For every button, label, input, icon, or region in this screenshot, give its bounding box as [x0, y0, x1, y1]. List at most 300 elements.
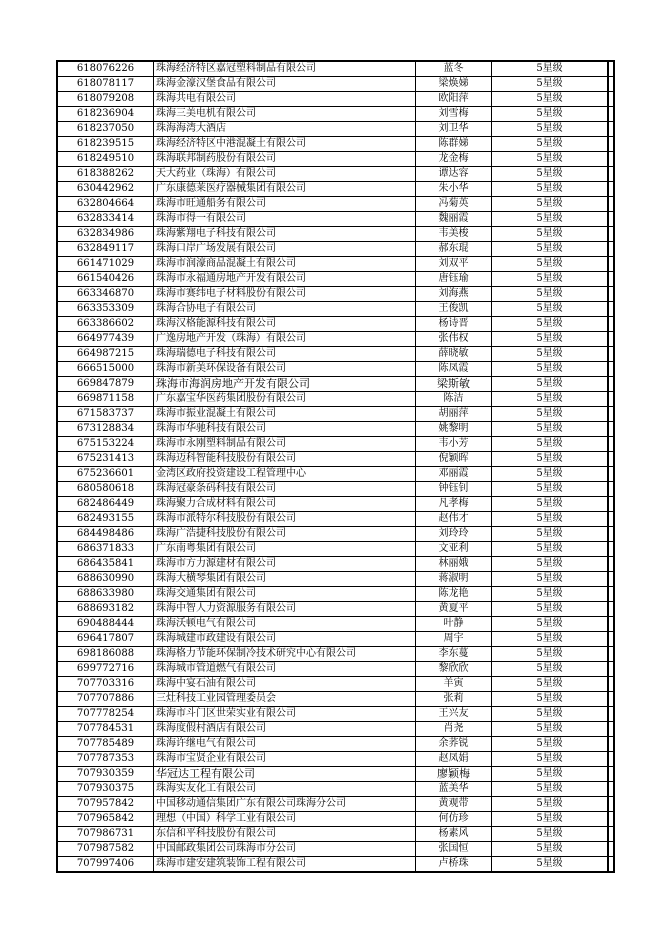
cell-rating[interactable]: 5星级 [492, 692, 609, 707]
cell-company[interactable]: 珠海经济特区嘉冠塑料制品有限公司 [154, 61, 416, 77]
cell-empty[interactable] [608, 182, 614, 197]
cell-empty[interactable] [608, 407, 614, 422]
cell-rating[interactable]: 5星级 [492, 107, 609, 122]
table-row[interactable] [57, 767, 614, 782]
cell-company[interactable]: 珠海海湾大酒店 [154, 122, 416, 137]
cell-company[interactable]: 珠海市旺通船务有限公司 [154, 197, 416, 212]
cell-empty[interactable] [608, 332, 614, 347]
cell-code[interactable]: 698186088 [57, 647, 154, 662]
table-row[interactable] [57, 422, 614, 437]
table-row[interactable] [57, 287, 614, 302]
cell-code[interactable]: 663346870 [57, 287, 154, 302]
table-row[interactable] [57, 167, 614, 182]
cell-contact[interactable]: 朱小华 [416, 182, 492, 197]
cell-code[interactable]: 618249510 [57, 152, 154, 167]
cell-company[interactable]: 珠海共电有限公司 [154, 92, 416, 107]
cell-company[interactable]: 珠海汉格能源科技有限公司 [154, 317, 416, 332]
table-row[interactable] [57, 737, 614, 752]
table-row[interactable] [57, 332, 614, 347]
cell-rating[interactable]: 5星级 [492, 167, 609, 182]
cell-company[interactable]: 珠海城市管道燃气有限公司 [154, 662, 416, 677]
cell-rating[interactable]: 5星级 [492, 302, 609, 317]
cell-empty[interactable] [608, 122, 614, 137]
cell-rating[interactable]: 5星级 [492, 467, 609, 482]
cell-code[interactable]: 661471029 [57, 257, 154, 272]
cell-code[interactable]: 618388262 [57, 167, 154, 182]
table-row[interactable] [57, 797, 614, 812]
table-row[interactable] [57, 827, 614, 842]
cell-code[interactable]: 707997406 [57, 857, 154, 873]
cell-rating[interactable]: 5星级 [492, 797, 609, 812]
cell-empty[interactable] [608, 737, 614, 752]
cell-code[interactable]: 618236904 [57, 107, 154, 122]
cell-company[interactable]: 珠海市赛纬电子材料股份有限公司 [154, 287, 416, 302]
table-row[interactable] [57, 722, 614, 737]
cell-empty[interactable] [608, 812, 614, 827]
cell-rating[interactable]: 5星级 [492, 827, 609, 842]
cell-code[interactable]: 661540426 [57, 272, 154, 287]
cell-code[interactable]: 707707886 [57, 692, 154, 707]
cell-rating[interactable]: 5星级 [492, 407, 609, 422]
cell-contact[interactable]: 倪颖晖 [416, 452, 492, 467]
cell-empty[interactable] [608, 287, 614, 302]
cell-empty[interactable] [608, 61, 614, 77]
table-row[interactable] [57, 587, 614, 602]
cell-empty[interactable] [608, 212, 614, 227]
cell-code[interactable]: 618239515 [57, 137, 154, 152]
cell-rating[interactable]: 5星级 [492, 197, 609, 212]
cell-code[interactable]: 618079208 [57, 92, 154, 107]
cell-rating[interactable]: 5星级 [492, 77, 609, 92]
cell-rating[interactable]: 5星级 [492, 212, 609, 227]
cell-company[interactable]: 珠海度假村酒店有限公司 [154, 722, 416, 737]
cell-code[interactable]: 707784531 [57, 722, 154, 737]
cell-rating[interactable]: 5星级 [492, 422, 609, 437]
table-row[interactable] [57, 317, 614, 332]
cell-rating[interactable]: 5星级 [492, 737, 609, 752]
table-row[interactable] [57, 392, 614, 407]
cell-company[interactable]: 广东嘉宝华医药集团股份有限公司 [154, 392, 416, 407]
cell-contact[interactable]: 王俊凯 [416, 302, 492, 317]
cell-empty[interactable] [608, 257, 614, 272]
cell-code[interactable]: 684498486 [57, 527, 154, 542]
cell-contact[interactable]: 杨素风 [416, 827, 492, 842]
cell-code[interactable]: 663353309 [57, 302, 154, 317]
cell-contact[interactable]: 陈群娣 [416, 137, 492, 152]
cell-company[interactable]: 珠海市宝贤企业有限公司 [154, 752, 416, 767]
cell-company[interactable]: 珠海紫翔电子科技有限公司 [154, 227, 416, 242]
cell-company[interactable]: 金湾区政府投资建设工程管理中心 [154, 467, 416, 482]
cell-empty[interactable] [608, 92, 614, 107]
cell-company[interactable]: 中国邮政集团公司珠海市分公司 [154, 842, 416, 857]
cell-contact[interactable]: 杨诗晋 [416, 317, 492, 332]
cell-contact[interactable]: 韦小芳 [416, 437, 492, 452]
cell-rating[interactable]: 5星级 [492, 857, 609, 873]
cell-code[interactable]: 663386602 [57, 317, 154, 332]
table-row[interactable] [57, 61, 614, 77]
table-row[interactable] [57, 812, 614, 827]
cell-empty[interactable] [608, 467, 614, 482]
cell-company[interactable]: 珠海中智人力资源服务有限公司 [154, 602, 416, 617]
table-row[interactable] [57, 212, 614, 227]
cell-rating[interactable]: 5星级 [492, 707, 609, 722]
table-row[interactable] [57, 362, 614, 377]
cell-empty[interactable] [608, 497, 614, 512]
table-row[interactable] [57, 137, 614, 152]
cell-company[interactable]: 三灶科技工业园管理委员会 [154, 692, 416, 707]
cell-code[interactable]: 618078117 [57, 77, 154, 92]
cell-empty[interactable] [608, 227, 614, 242]
cell-code[interactable]: 632834986 [57, 227, 154, 242]
cell-code[interactable]: 664977439 [57, 332, 154, 347]
table-row[interactable] [57, 482, 614, 497]
cell-rating[interactable]: 5星级 [492, 182, 609, 197]
cell-rating[interactable]: 5星级 [492, 782, 609, 797]
table-row[interactable] [57, 242, 614, 257]
cell-empty[interactable] [608, 107, 614, 122]
table-row[interactable] [57, 302, 614, 317]
cell-contact[interactable]: 郝东琨 [416, 242, 492, 257]
cell-code[interactable]: 618076226 [57, 61, 154, 77]
cell-contact[interactable]: 梁斯敏 [416, 377, 492, 392]
table-row[interactable] [57, 452, 614, 467]
cell-contact[interactable]: 黎欣欣 [416, 662, 492, 677]
cell-company[interactable]: 珠海中宴石油有限公司 [154, 677, 416, 692]
cell-company[interactable]: 珠海市华驰科技有限公司 [154, 422, 416, 437]
cell-code[interactable]: 688633980 [57, 587, 154, 602]
cell-rating[interactable]: 5星级 [492, 437, 609, 452]
cell-code[interactable]: 707957842 [57, 797, 154, 812]
table-row[interactable] [57, 77, 614, 92]
cell-code[interactable]: 669871158 [57, 392, 154, 407]
cell-contact[interactable]: 张伟权 [416, 332, 492, 347]
table-row[interactable] [57, 497, 614, 512]
cell-contact[interactable]: 蓝冬 [416, 61, 492, 77]
cell-code[interactable]: 675231413 [57, 452, 154, 467]
cell-code[interactable]: 682486449 [57, 497, 154, 512]
cell-company[interactable]: 珠海城建市政建设有限公司 [154, 632, 416, 647]
table-row[interactable] [57, 122, 614, 137]
table-row[interactable] [57, 512, 614, 527]
cell-contact[interactable]: 韦美梭 [416, 227, 492, 242]
cell-empty[interactable] [608, 692, 614, 707]
cell-empty[interactable] [608, 767, 614, 782]
table-row[interactable] [57, 842, 614, 857]
cell-contact[interactable]: 胡丽萍 [416, 407, 492, 422]
cell-rating[interactable]: 5星级 [492, 542, 609, 557]
cell-contact[interactable]: 蒋淑明 [416, 572, 492, 587]
cell-rating[interactable]: 5星级 [492, 482, 609, 497]
cell-rating[interactable]: 5星级 [492, 587, 609, 602]
cell-rating[interactable]: 5星级 [492, 632, 609, 647]
cell-rating[interactable]: 5星级 [492, 227, 609, 242]
cell-company[interactable]: 珠海瑞德电子科技有限公司 [154, 347, 416, 362]
table-row[interactable] [57, 632, 614, 647]
cell-rating[interactable]: 5星级 [492, 332, 609, 347]
cell-empty[interactable] [608, 392, 614, 407]
cell-empty[interactable] [608, 752, 614, 767]
cell-company[interactable]: 珠海口岸广场发展有限公司 [154, 242, 416, 257]
table-row[interactable] [57, 347, 614, 362]
table-row[interactable] [57, 557, 614, 572]
cell-rating[interactable]: 5星级 [492, 572, 609, 587]
cell-company[interactable]: 珠海市建安建筑装饰工程有限公司 [154, 857, 416, 873]
cell-empty[interactable] [608, 272, 614, 287]
cell-code[interactable]: 707986731 [57, 827, 154, 842]
cell-rating[interactable]: 5星级 [492, 377, 609, 392]
cell-company[interactable]: 理想（中国）科学工业有限公司 [154, 812, 416, 827]
cell-code[interactable]: 673128834 [57, 422, 154, 437]
cell-contact[interactable]: 冯菊英 [416, 197, 492, 212]
cell-rating[interactable]: 5星级 [492, 722, 609, 737]
cell-contact[interactable]: 薛晓敏 [416, 347, 492, 362]
cell-company[interactable]: 珠海合协电子有限公司 [154, 302, 416, 317]
cell-rating[interactable]: 5星级 [492, 272, 609, 287]
cell-company[interactable]: 广东康德莱医疗器械集团有限公司 [154, 182, 416, 197]
cell-code[interactable]: 707987582 [57, 842, 154, 857]
cell-contact[interactable]: 李东蔓 [416, 647, 492, 662]
cell-empty[interactable] [608, 137, 614, 152]
cell-rating[interactable]: 5星级 [492, 812, 609, 827]
cell-empty[interactable] [608, 347, 614, 362]
cell-empty[interactable] [608, 437, 614, 452]
cell-empty[interactable] [608, 302, 614, 317]
cell-contact[interactable]: 陈凤霞 [416, 362, 492, 377]
cell-code[interactable]: 688630990 [57, 572, 154, 587]
cell-rating[interactable]: 5星级 [492, 347, 609, 362]
cell-company[interactable]: 珠海市斗门区世荣实业有限公司 [154, 707, 416, 722]
cell-contact[interactable]: 凡孝梅 [416, 497, 492, 512]
cell-rating[interactable]: 5星级 [492, 362, 609, 377]
table-row[interactable] [57, 647, 614, 662]
cell-company[interactable]: 东信和平科技股份有限公司 [154, 827, 416, 842]
cell-empty[interactable] [608, 452, 614, 467]
cell-rating[interactable]: 5星级 [492, 122, 609, 137]
cell-contact[interactable]: 赵凤娟 [416, 752, 492, 767]
table-row[interactable] [57, 92, 614, 107]
cell-code[interactable]: 688693182 [57, 602, 154, 617]
cell-rating[interactable]: 5星级 [492, 92, 609, 107]
cell-company[interactable]: 珠海市派特尔科技股份有限公司 [154, 512, 416, 527]
cell-empty[interactable] [608, 617, 614, 632]
cell-rating[interactable]: 5星级 [492, 677, 609, 692]
cell-code[interactable]: 671583737 [57, 407, 154, 422]
cell-empty[interactable] [608, 152, 614, 167]
cell-contact[interactable]: 肖尧 [416, 722, 492, 737]
cell-rating[interactable]: 5星级 [492, 287, 609, 302]
cell-code[interactable]: 696417807 [57, 632, 154, 647]
cell-contact[interactable]: 魏丽霞 [416, 212, 492, 227]
cell-contact[interactable]: 刘卫华 [416, 122, 492, 137]
table-row[interactable] [57, 107, 614, 122]
cell-contact[interactable]: 廖颖梅 [416, 767, 492, 782]
cell-company[interactable]: 珠海金濠汉堡食品有限公司 [154, 77, 416, 92]
cell-company[interactable]: 珠海市方力源建材有限公司 [154, 557, 416, 572]
cell-company[interactable]: 珠海市永福通房地产开发有限公司 [154, 272, 416, 287]
cell-company[interactable]: 珠海冠豪条码科技有限公司 [154, 482, 416, 497]
cell-company[interactable]: 广东南粤集团有限公司 [154, 542, 416, 557]
cell-company[interactable]: 珠海格力节能环保制冷技术研究中心有限公司 [154, 647, 416, 662]
cell-rating[interactable]: 5星级 [492, 452, 609, 467]
cell-empty[interactable] [608, 482, 614, 497]
cell-rating[interactable]: 5星级 [492, 61, 609, 77]
cell-rating[interactable]: 5星级 [492, 512, 609, 527]
table-row[interactable] [57, 197, 614, 212]
cell-empty[interactable] [608, 377, 614, 392]
cell-contact[interactable]: 羊寅 [416, 677, 492, 692]
cell-company[interactable]: 珠海市振业混凝土有限公司 [154, 407, 416, 422]
cell-contact[interactable]: 何仿珍 [416, 812, 492, 827]
table-row[interactable] [57, 857, 614, 873]
cell-contact[interactable]: 赵伟才 [416, 512, 492, 527]
cell-contact[interactable]: 文亚利 [416, 542, 492, 557]
cell-empty[interactable] [608, 572, 614, 587]
cell-empty[interactable] [608, 827, 614, 842]
cell-company[interactable]: 珠海迈科智能科技股份有限公司 [154, 452, 416, 467]
table-row[interactable] [57, 692, 614, 707]
cell-contact[interactable]: 余荞锐 [416, 737, 492, 752]
cell-code[interactable]: 632833414 [57, 212, 154, 227]
cell-empty[interactable] [608, 542, 614, 557]
cell-contact[interactable]: 陈龙艳 [416, 587, 492, 602]
cell-contact[interactable]: 谭达容 [416, 167, 492, 182]
cell-code[interactable]: 680580618 [57, 482, 154, 497]
cell-rating[interactable]: 5星级 [492, 617, 609, 632]
cell-empty[interactable] [608, 797, 614, 812]
table-row[interactable] [57, 467, 614, 482]
cell-empty[interactable] [608, 512, 614, 527]
cell-company[interactable]: 珠海实友化工有限公司 [154, 782, 416, 797]
cell-company[interactable]: 珠海市海润房地产开发有限公司 [154, 377, 416, 392]
cell-rating[interactable]: 5星级 [492, 527, 609, 542]
cell-contact[interactable]: 姚黎明 [416, 422, 492, 437]
cell-contact[interactable]: 卢桥珠 [416, 857, 492, 873]
cell-code[interactable]: 632804664 [57, 197, 154, 212]
cell-empty[interactable] [608, 782, 614, 797]
cell-code[interactable]: 707930375 [57, 782, 154, 797]
cell-empty[interactable] [608, 587, 614, 602]
cell-rating[interactable]: 5星级 [492, 242, 609, 257]
cell-empty[interactable] [608, 557, 614, 572]
cell-company[interactable]: 天大药业（珠海）有限公司 [154, 167, 416, 182]
cell-empty[interactable] [608, 527, 614, 542]
cell-contact[interactable]: 叶静 [416, 617, 492, 632]
cell-company[interactable]: 珠海市永刚塑料制品有限公司 [154, 437, 416, 452]
cell-company[interactable]: 珠海沃顿电气有限公司 [154, 617, 416, 632]
cell-code[interactable]: 618237050 [57, 122, 154, 137]
cell-code[interactable]: 664987215 [57, 347, 154, 362]
cell-empty[interactable] [608, 842, 614, 857]
cell-rating[interactable]: 5星级 [492, 317, 609, 332]
table-row[interactable] [57, 407, 614, 422]
cell-code[interactable]: 686435841 [57, 557, 154, 572]
cell-contact[interactable]: 刘雪梅 [416, 107, 492, 122]
cell-rating[interactable]: 5星级 [492, 137, 609, 152]
table-row[interactable] [57, 782, 614, 797]
cell-contact[interactable]: 周宇 [416, 632, 492, 647]
cell-contact[interactable]: 龙金梅 [416, 152, 492, 167]
cell-company[interactable]: 广逸房地产开发（珠海）有限公司 [154, 332, 416, 347]
cell-company[interactable]: 珠海市新美环保设备有限公司 [154, 362, 416, 377]
cell-code[interactable]: 707785489 [57, 737, 154, 752]
cell-contact[interactable]: 欧阳萍 [416, 92, 492, 107]
table-row[interactable] [57, 527, 614, 542]
cell-code[interactable]: 682493155 [57, 512, 154, 527]
table-row[interactable] [57, 227, 614, 242]
cell-contact[interactable]: 唐钰瑜 [416, 272, 492, 287]
cell-code[interactable]: 707930359 [57, 767, 154, 782]
cell-rating[interactable]: 5星级 [492, 662, 609, 677]
cell-rating[interactable]: 5星级 [492, 152, 609, 167]
cell-code[interactable]: 630442962 [57, 182, 154, 197]
cell-contact[interactable]: 王兴友 [416, 707, 492, 722]
cell-rating[interactable]: 5星级 [492, 257, 609, 272]
cell-rating[interactable]: 5星级 [492, 392, 609, 407]
cell-code[interactable]: 675236601 [57, 467, 154, 482]
table-row[interactable] [57, 572, 614, 587]
cell-company[interactable]: 珠海广浩捷科技股份有限公司 [154, 527, 416, 542]
table-row[interactable] [57, 542, 614, 557]
table-row[interactable] [57, 257, 614, 272]
cell-code[interactable]: 707703316 [57, 677, 154, 692]
cell-empty[interactable] [608, 77, 614, 92]
cell-code[interactable]: 690488444 [57, 617, 154, 632]
cell-empty[interactable] [608, 197, 614, 212]
cell-contact[interactable]: 林丽娥 [416, 557, 492, 572]
cell-empty[interactable] [608, 167, 614, 182]
cell-company[interactable]: 华冠达工程有限公司 [154, 767, 416, 782]
cell-contact[interactable]: 刘海燕 [416, 287, 492, 302]
cell-company[interactable]: 珠海大横琴集团有限公司 [154, 572, 416, 587]
cell-contact[interactable]: 黄夏平 [416, 602, 492, 617]
cell-empty[interactable] [608, 662, 614, 677]
cell-company[interactable]: 中国移动通信集团广东有限公司珠海分公司 [154, 797, 416, 812]
cell-code[interactable]: 675153224 [57, 437, 154, 452]
cell-empty[interactable] [608, 632, 614, 647]
cell-empty[interactable] [608, 647, 614, 662]
cell-contact[interactable]: 张国恒 [416, 842, 492, 857]
table-row[interactable] [57, 662, 614, 677]
cell-empty[interactable] [608, 362, 614, 377]
cell-company[interactable]: 珠海交通集团有限公司 [154, 587, 416, 602]
cell-code[interactable]: 666515000 [57, 362, 154, 377]
cell-company[interactable]: 珠海市润濠商品混凝土有限公司 [154, 257, 416, 272]
cell-empty[interactable] [608, 602, 614, 617]
cell-contact[interactable]: 刘玲玲 [416, 527, 492, 542]
cell-empty[interactable] [608, 317, 614, 332]
cell-code[interactable]: 632849117 [57, 242, 154, 257]
cell-empty[interactable] [608, 677, 614, 692]
cell-company[interactable]: 珠海联邦制药股份有限公司 [154, 152, 416, 167]
table-row[interactable] [57, 677, 614, 692]
cell-contact[interactable]: 梁焕娣 [416, 77, 492, 92]
cell-code[interactable]: 707787353 [57, 752, 154, 767]
cell-code[interactable]: 707778254 [57, 707, 154, 722]
cell-company[interactable]: 珠海市得一有限公司 [154, 212, 416, 227]
table-row[interactable] [57, 272, 614, 287]
cell-rating[interactable]: 5星级 [492, 557, 609, 572]
cell-contact[interactable]: 张莉 [416, 692, 492, 707]
cell-company[interactable]: 珠海经济特区中港混凝土有限公司 [154, 137, 416, 152]
cell-rating[interactable]: 5星级 [492, 767, 609, 782]
cell-rating[interactable]: 5星级 [492, 647, 609, 662]
cell-contact[interactable]: 钟钰钊 [416, 482, 492, 497]
table-row[interactable] [57, 752, 614, 767]
table-row[interactable] [57, 152, 614, 167]
cell-contact[interactable]: 陈洁 [416, 392, 492, 407]
cell-code[interactable]: 686371833 [57, 542, 154, 557]
table-row[interactable] [57, 707, 614, 722]
